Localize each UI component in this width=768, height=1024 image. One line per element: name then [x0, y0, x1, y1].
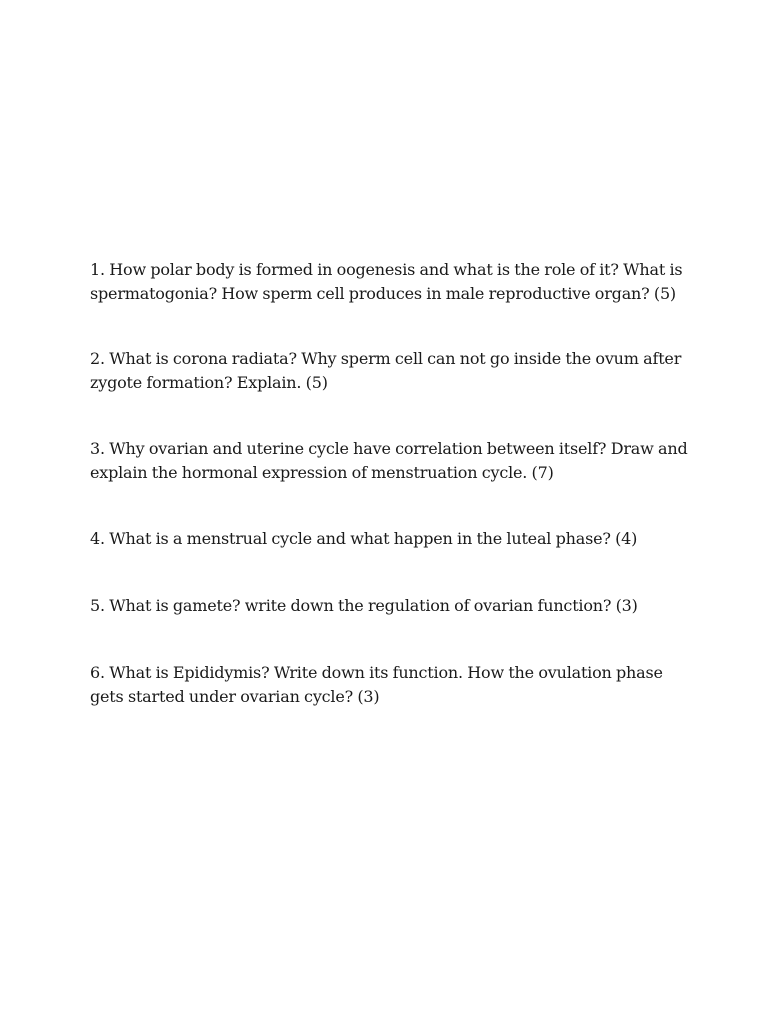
question-number: 3.	[90, 439, 105, 458]
question-text: What is a menstrual cycle and what happen in the luteal phase? (4)	[109, 529, 638, 548]
question-number: 6.	[90, 663, 105, 682]
question-item	[90, 527, 690, 551]
question-text: What is corona radiata? Why sperm cell can not go inside the ovum after zygote formation? Explain. (5)	[90, 349, 682, 392]
question-number: 2.	[90, 349, 105, 368]
question-text: How polar body is formed in oogenesis and what is the role of it? What is spermatogonia? How sperm cell produces in male reproductive organ? (5)	[90, 260, 683, 303]
question-item	[90, 437, 690, 485]
question-item	[90, 661, 690, 709]
question-text: Why ovarian and uterine cycle have correlation between itself? Draw and explain the hormonal expression of menstruation cycle. (7)	[90, 439, 688, 482]
question-item	[90, 258, 690, 306]
question-item	[90, 594, 690, 618]
question-list	[90, 258, 690, 709]
question-item	[90, 347, 690, 395]
question-number: 5.	[90, 596, 105, 615]
question-text: What is Epididymis? Write down its function. How the ovulation phase gets started under ovarian cycle? (3)	[90, 663, 663, 706]
question-text: What is gamete? write down the regulation of ovarian function? (3)	[109, 596, 638, 615]
question-number: 4.	[90, 529, 105, 548]
question-number: 1.	[90, 260, 105, 279]
